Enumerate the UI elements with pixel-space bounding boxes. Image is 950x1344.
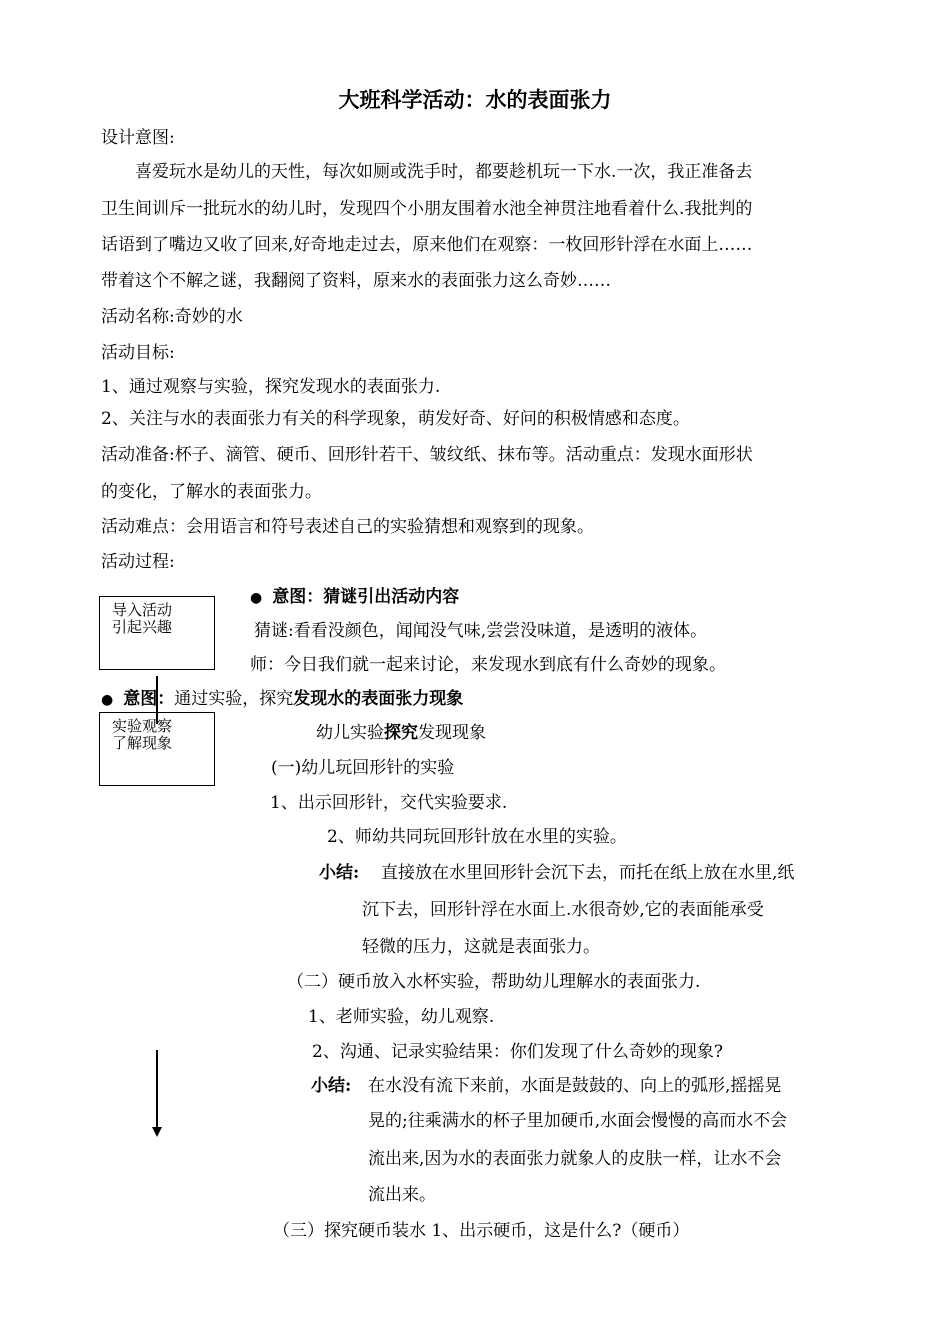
part2-heading: （二）硬币放入水杯实验，帮助幼儿理解水的表面张力.	[287, 972, 701, 992]
part1-step-2: 2、师幼共同玩回形针放在水里的实验。	[327, 827, 627, 847]
difficulty: 活动难点：会用语言和符号表述自己的实验猜想和观察到的现象。	[101, 517, 594, 537]
section1-intent: ● 意图：猜谜引出活动内容	[250, 587, 460, 607]
preparation-line-2: 的变化，了解水的表面张力。	[101, 482, 322, 502]
design-intent-line-4: 带着这个不解之谜，我翻阅了资料，原来水的表面张力这么奇妙……	[101, 271, 611, 291]
part2-summary-line-1: 在水没有流下来前，水面是鼓鼓的、向上的弧形,摇摇晃	[368, 1076, 782, 1096]
section2-subheading: 幼儿实验探究发现现象	[316, 723, 486, 743]
flow-box-intro-line-1: 导入活动	[112, 601, 173, 619]
goal-item-2: 2、关注与水的表面张力有关的科学现象，萌发好奇、好问的积极情感和态度。	[101, 409, 690, 429]
goal-item-1: 1、通过观察与实验，探究发现水的表面张力.	[101, 377, 441, 397]
part3-heading: （三）探究硬币装水 1、出示硬币，这是什么?（硬币）	[273, 1221, 690, 1241]
part2-summary-line-4: 流出来。	[368, 1185, 436, 1205]
page-title: 大班科学活动：水的表面张力	[338, 88, 612, 112]
design-intent-line-2: 卫生间训斥一批玩水的幼儿时，发现四个小朋友围着水池全神贯注地看着什么.我批判的	[101, 199, 753, 219]
part2-step-2: 2、沟通、记录实验结果：你们发现了什么奇妙的现象?	[312, 1042, 723, 1062]
section1-riddle: 猜谜:看看没颜色，闻闻没气味,尝尝没味道，是透明的液体。	[254, 621, 708, 641]
part1-summary-line-2: 沉下去，回形针浮在水面上.水很奇妙,它的表面能承受	[362, 900, 764, 920]
flow-box-experiment-line-2: 了解现象	[112, 734, 173, 752]
part1-heading: (一)幼儿玩回形针的实验	[271, 758, 455, 778]
goals-heading: 活动目标:	[101, 343, 175, 363]
part2-summary-line-2: 晃的;往乘满水的杯子里加硬币,水面会慢慢的高而水不会	[368, 1111, 788, 1131]
section1-teacher: 师：今日我们就一起来讨论，来发现水到底有什么奇妙的现象。	[250, 655, 726, 675]
part2-summary-label: 小结:	[311, 1076, 352, 1096]
activity-name: 活动名称:奇妙的水	[101, 307, 243, 327]
part1-step-1: 1、出示回形针，交代实验要求.	[270, 793, 508, 813]
part2-summary-line-3: 流出来,因为水的表面张力就象人的皮肤一样，让水不会	[368, 1149, 782, 1169]
design-intent-heading: 设计意图:	[101, 128, 175, 148]
part1-summary-line-1: 直接放在水里回形针会沉下去，而托在纸上放在水里,纸	[381, 863, 795, 883]
flow-arrowhead-icon	[152, 1127, 162, 1137]
bullet-icon: ●	[250, 590, 263, 606]
design-intent-line-3: 话语到了嘴边又收了回来,好奇地走过去，原来他们在观察：一枚回形针浮在水面上……	[101, 235, 753, 255]
section2-intent: ● 意图：通过实验，探究发现水的表面张力现象	[101, 689, 464, 709]
part1-summary-line-3: 轻微的压力，这就是表面张力。	[362, 937, 600, 957]
bullet-icon: ●	[101, 692, 114, 708]
part2-step-1: 1、老师实验，幼儿观察.	[308, 1007, 495, 1027]
preparation-line-1: 活动准备:杯子、滴管、硬币、回形针若干、皱纹纸、抹布等。活动重点：发现水面形状	[101, 445, 753, 465]
flow-box-intro	[99, 596, 215, 670]
design-intent-line-1: 喜爱玩水是幼儿的天性，每次如厕或洗手时，都要趁机玩一下水.一次，我正准备去	[135, 162, 753, 182]
part1-summary-label: 小结:	[319, 863, 360, 883]
flow-box-experiment-line-1: 实验观察	[112, 717, 173, 735]
flow-box-experiment	[99, 712, 215, 786]
flow-box-intro-line-2: 引起兴趣	[112, 618, 173, 636]
process-heading: 活动过程:	[101, 552, 175, 572]
flow-arrow-line	[156, 1050, 158, 1128]
